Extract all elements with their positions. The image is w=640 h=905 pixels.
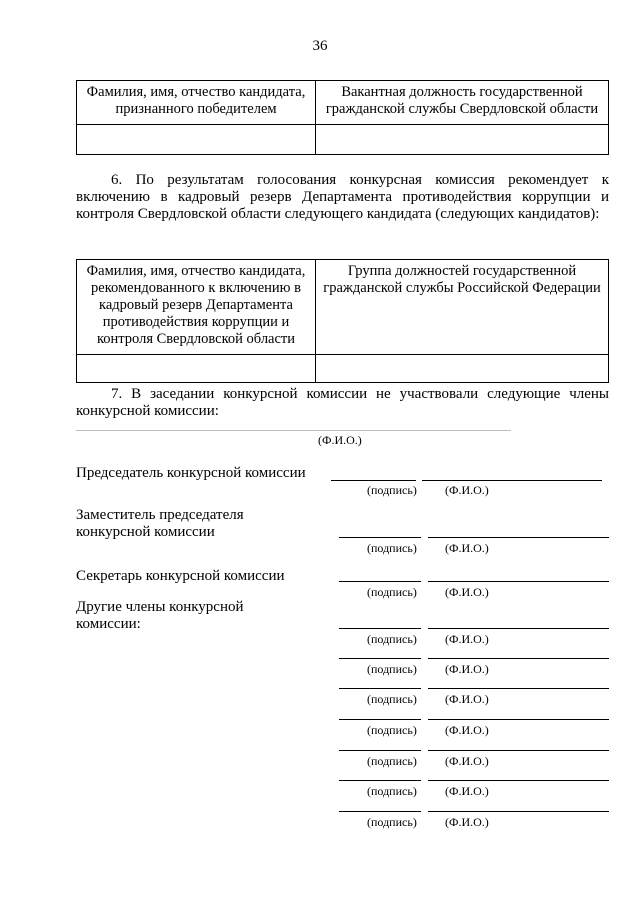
member-1-fio-line[interactable] [428,628,609,629]
winner-table [76,80,609,155]
member-5-signature-line[interactable] [339,750,421,751]
member-2-signature-line[interactable] [339,658,421,659]
secretary-fio-line[interactable] [428,581,609,582]
paragraph-7-text: 7. В заседании конкурсной комиссии не участвовали следующие члены конкурсной комиссии: [76,386,609,419]
reserve-table-header-group: Группа должностей государственной гражданской службы Российской Федерации [316,260,609,355]
reserve-table-cell-name[interactable] [77,355,316,383]
other-members-label: Другие члены конкурсной комиссии: [76,599,244,632]
member-7-signature-line[interactable] [339,811,421,812]
absent-members-fio-caption: (Ф.И.О.) [318,433,362,447]
member-3-fio-line[interactable] [428,688,609,689]
absent-members-line[interactable] [76,430,511,431]
member-4-fio-line[interactable] [428,719,609,720]
member-6-fio-caption: (Ф.И.О.) [445,784,489,798]
member-4-signature-line[interactable] [339,719,421,720]
member-3-fio-caption: (Ф.И.О.) [445,692,489,706]
member-6-signature-line[interactable] [339,780,421,781]
member-5-signature-caption: (подпись) [367,754,417,768]
member-7-fio-caption: (Ф.И.О.) [445,815,489,829]
member-7-signature-caption: (подпись) [367,815,417,829]
reserve-table [76,259,609,383]
secretary-fio-caption: (Ф.И.О.) [445,585,489,599]
member-3-signature-line[interactable] [339,688,421,689]
page-number: 36 [312,38,328,54]
member-2-fio-line[interactable] [428,658,609,659]
deputy-signature-line[interactable] [339,537,421,538]
member-4-fio-caption: (Ф.И.О.) [445,723,489,737]
paragraph-6 [76,172,609,223]
secretary-signature-line[interactable] [339,581,421,582]
deputy-fio-line[interactable] [428,537,609,538]
member-6-signature-caption: (подпись) [367,784,417,798]
chairman-fio-caption: (Ф.И.О.) [445,483,489,497]
paragraph-7 [76,386,609,420]
member-1-signature-caption: (подпись) [367,632,417,646]
secretary-signature-caption: (подпись) [367,585,417,599]
member-2-signature-caption: (подпись) [367,662,417,676]
reserve-table-header-name: Фамилия, имя, отчество кандидата, рекомендованного к включению в кадровый резерв Департамента противодействия коррупции и контроля Свердловской области [77,260,316,355]
member-2-fio-caption: (Ф.И.О.) [445,662,489,676]
member-6-fio-line[interactable] [428,780,609,781]
deputy-label: Заместитель председателя конкурсной комиссии [76,507,244,540]
member-3-signature-caption: (подпись) [367,692,417,706]
winner-table-cell-position[interactable] [316,125,609,155]
member-1-signature-line[interactable] [339,628,421,629]
winner-table-header-position: Вакантная должность государственной гражданской службы Свердловской области [316,81,609,125]
member-5-fio-caption: (Ф.И.О.) [445,754,489,768]
reserve-table-cell-group[interactable] [316,355,609,383]
member-7-fio-line[interactable] [428,811,609,812]
chairman-label: Председатель конкурсной комиссии [76,465,306,481]
paragraph-6-text: 6. По результатам голосования конкурсная комиссия рекомендует к включению в кадровый резерв Департамента противодействия коррупции и контроля Свердловской области следующего кандидата (следующих кандидатов): [76,172,609,222]
chairman-fio-line[interactable] [422,480,602,481]
deputy-signature-caption: (подпись) [367,541,417,555]
member-4-signature-caption: (подпись) [367,723,417,737]
winner-table-cell-name[interactable] [77,125,316,155]
member-5-fio-line[interactable] [428,750,609,751]
member-1-fio-caption: (Ф.И.О.) [445,632,489,646]
chairman-signature-caption: (подпись) [367,483,417,497]
secretary-label: Секретарь конкурсной комиссии [76,568,285,584]
winner-table-header-name: Фамилия, имя, отчество кандидата, признанного победителем [77,81,316,125]
deputy-fio-caption: (Ф.И.О.) [445,541,489,555]
chairman-signature-line[interactable] [331,480,416,481]
